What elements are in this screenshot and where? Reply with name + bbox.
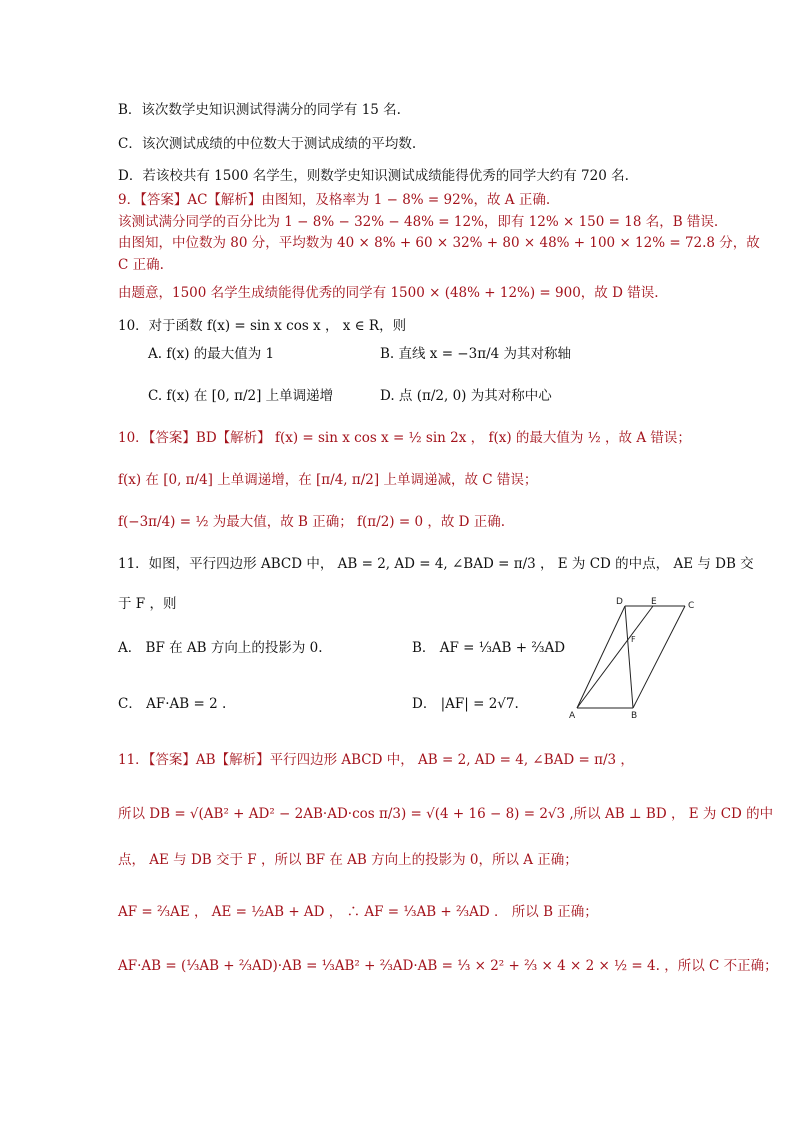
q9-answer-line3: 由图知，中位数为 80 分，平均数为 40 × 8% + 60 × 32% + 80 × 48% + 100 × 12% = 72.8 分，故 [118,235,760,251]
q11-option-a: A． BF 在 AB 方向上的投影为 0. [118,640,323,656]
q9-answer-line2: 该测试满分同学的百分比为 1 − 8% − 32% − 48% = 12%，即有 12% × 150 = 18 名，B 错误. [118,214,719,230]
q10-option-c: C. f(x) 在 [0, π/2] 上单调递增 [148,388,334,404]
q10-answer-line3: f(−3π/4) = ½ 为最大值，故 B 正确； f(π/2) = 0 ，故 D 正确. [118,514,506,530]
parallelogram-figure [565,596,705,722]
q11-option-d: D． |AF| = 2√7. [412,696,519,712]
prev-option-c: C．该次测试成绩的中位数大于测试成绩的平均数. [118,136,417,152]
q10-option-a: A. f(x) 的最大值为 1 [148,346,275,362]
label-f: F [631,635,636,644]
label-e: E [651,597,657,607]
q10-answer-line1: 10．【答案】BD【解析】 f(x) = sin x cos x = ½ sin 2x ， f(x) 的最大值为 ½ ，故 A 错误； [118,430,691,446]
segment-db [625,606,633,708]
q11-stem-line2: 于 F ，则 [118,596,177,612]
q10-option-d: D. 点 (π/2, 0) 为其对称中心 [380,388,552,404]
prev-option-d: D．若该校共有 1500 名学生，则数学史知识测试成绩能得优秀的同学大约有 720 名. [118,168,629,184]
segment-da [577,606,625,708]
q10-stem: 10．对于函数 f(x) = sin x cos x ， x ∈ R，则 [118,318,407,334]
segment-bc [633,606,685,708]
prev-option-b: B．该次数学史知识测试得满分的同学有 15 名. [118,102,401,118]
label-b: B [631,711,638,721]
q11-answer-line1: 11．【答案】AB【解析】平行四边形 ABCD 中， AB = 2, AD = 4, ∠BAD = π/3 ， [118,752,634,768]
q10-option-b: B. 直线 x = −3π/4 为其对称轴 [380,346,572,362]
segment-ae [577,606,653,708]
q11-answer-line4: AF = ⅔AE ， AE = ½AB + AD ， ∴ AF = ⅓AB + ⅔AD ． 所以 B 正确； [118,904,598,920]
q9-answer-line1: 9．【答案】AC【解析】由图知，及格率为 1 − 8% = 92%，故 A 正确. [118,192,551,208]
q11-answer-line3: 点， AE 与 DB 交于 F ，所以 BF 在 AB 方向上的投影为 0，所以 A 正确； [118,852,578,868]
label-a: A [569,711,576,721]
q11-option-c: C． AF·AB = 2 . [118,696,227,712]
q9-answer-line5: 由题意，1500 名学生成绩能得优秀的同学有 1500 × (48% + 12%) = 900，故 D 错误. [118,285,659,301]
label-d: D [616,597,623,607]
q9-answer-line4: C 正确. [118,257,164,273]
q11-answer-line5: AF·AB = (⅓AB + ⅔AD)·AB = ⅓AB² + ⅔AD·AB = ⅓ × 2² + ⅔ × 4 × 2 × ½ = 4. ，所以 C 不正确； [118,958,778,974]
q11-stem-line1: 11．如图，平行四边形 ABCD 中， AB = 2, AD = 4, ∠BAD = π/3 ， E 为 CD 的中点， AE 与 DB 交 [118,556,754,572]
label-c: C [688,601,695,611]
q11-answer-line2: 所以 DB = √(AB² + AD² − 2AB·AD·cos π/3) = √(4 + 16 − 8) = 2√3 ,所以 AB ⊥ BD ， E 为 CD 的中 [118,806,774,822]
q10-answer-line2: f(x) 在 [0, π/4] 上单调递增，在 [π/4, π/2] 上单调递减，故 C 错误； [118,472,538,488]
q11-option-b: B． AF = ⅓AB + ⅔AD [412,640,566,656]
